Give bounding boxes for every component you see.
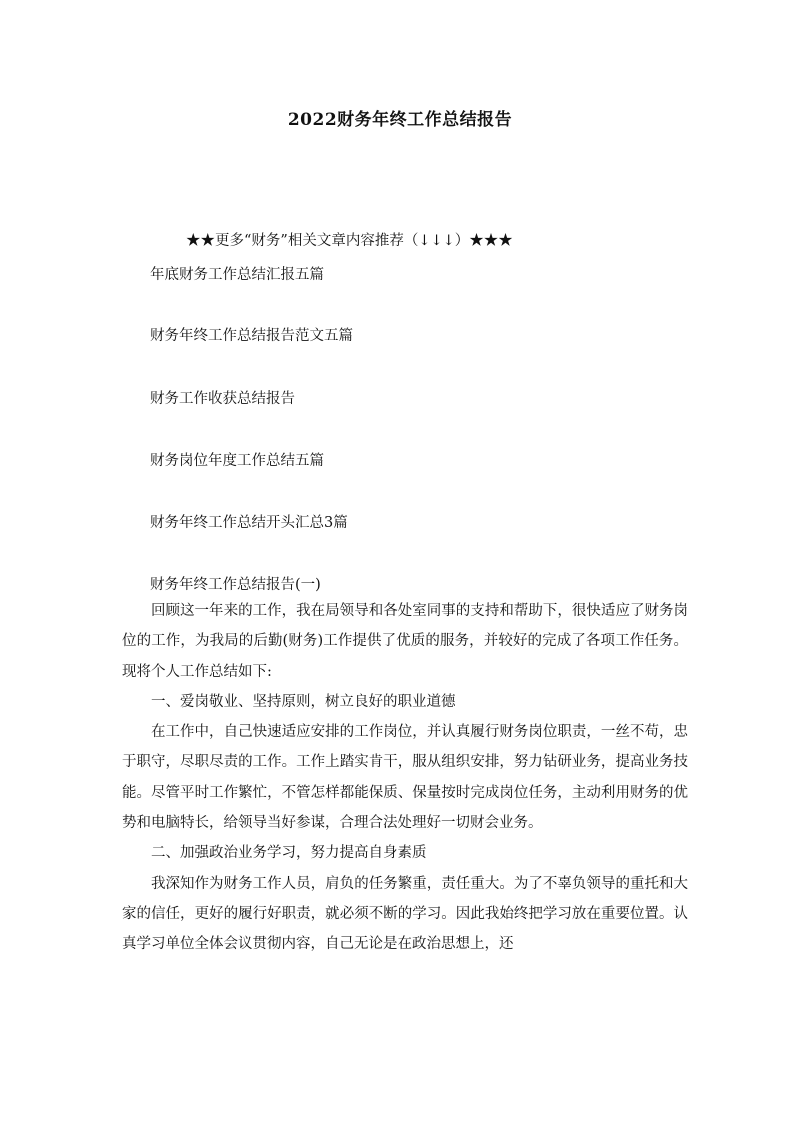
recommended-link[interactable]: 财务年终工作总结开头汇总3篇: [150, 515, 348, 531]
section-title: 财务年终工作总结报告(一): [150, 577, 321, 593]
recommended-link[interactable]: 年底财务工作总结汇报五篇: [150, 267, 324, 283]
heading-point-2: 二、加强政治业务学习，努力提高自身素质: [151, 845, 427, 862]
recommended-link[interactable]: 财务岗位年度工作总结五篇: [150, 453, 324, 469]
document-title: 2022财务年终工作总结报告: [287, 110, 513, 130]
recommended-link[interactable]: 财务年终工作总结报告范文五篇: [150, 328, 353, 344]
recommend-header: ★★更多“财务”相关文章内容推荐（↓↓↓）★★★: [186, 233, 513, 249]
paragraph-point-2: 我深知作为财务工作人员，肩负的任务繁重，责任重大。为了不辜负领导的重托和大家的信任，更好的履行好职责，就必须不断的学习。因此我始终把学习放在重要位置。认真学习单位全体会议贯彻内容，自己无论是在政治思想上，还: [122, 875, 688, 953]
recommended-link[interactable]: 财务工作收获总结报告: [150, 391, 295, 407]
heading-point-1: 一、爱岗敬业、坚持原则，树立良好的职业道德: [151, 693, 456, 710]
paragraph-point-1: 在工作中，自己快速适应安排的工作岗位，并认真履行财务岗位职责，一丝不苟，忠于职守，尽职尽责的工作。工作上踏实肯干，服从组织安排，努力钻研业务，提高业务技能。尽管平时工作繁忙，不管怎样都能保质、保量按时完成岗位任务，主动利用财务的优势和电脑特长，给领导当好参谋，合理合法处理好一切财会业务。: [122, 724, 688, 832]
paragraph-intro: 回顾这一年来的工作，我在局领导和各处室同事的支持和帮助下，很快适应了财务岗位的工作，为我局的后勤(财务)工作提供了优质的服务，并较好的完成了各项工作任务。现将个人工作总结如下:: [122, 603, 688, 680]
body-text: [122, 596, 688, 960]
